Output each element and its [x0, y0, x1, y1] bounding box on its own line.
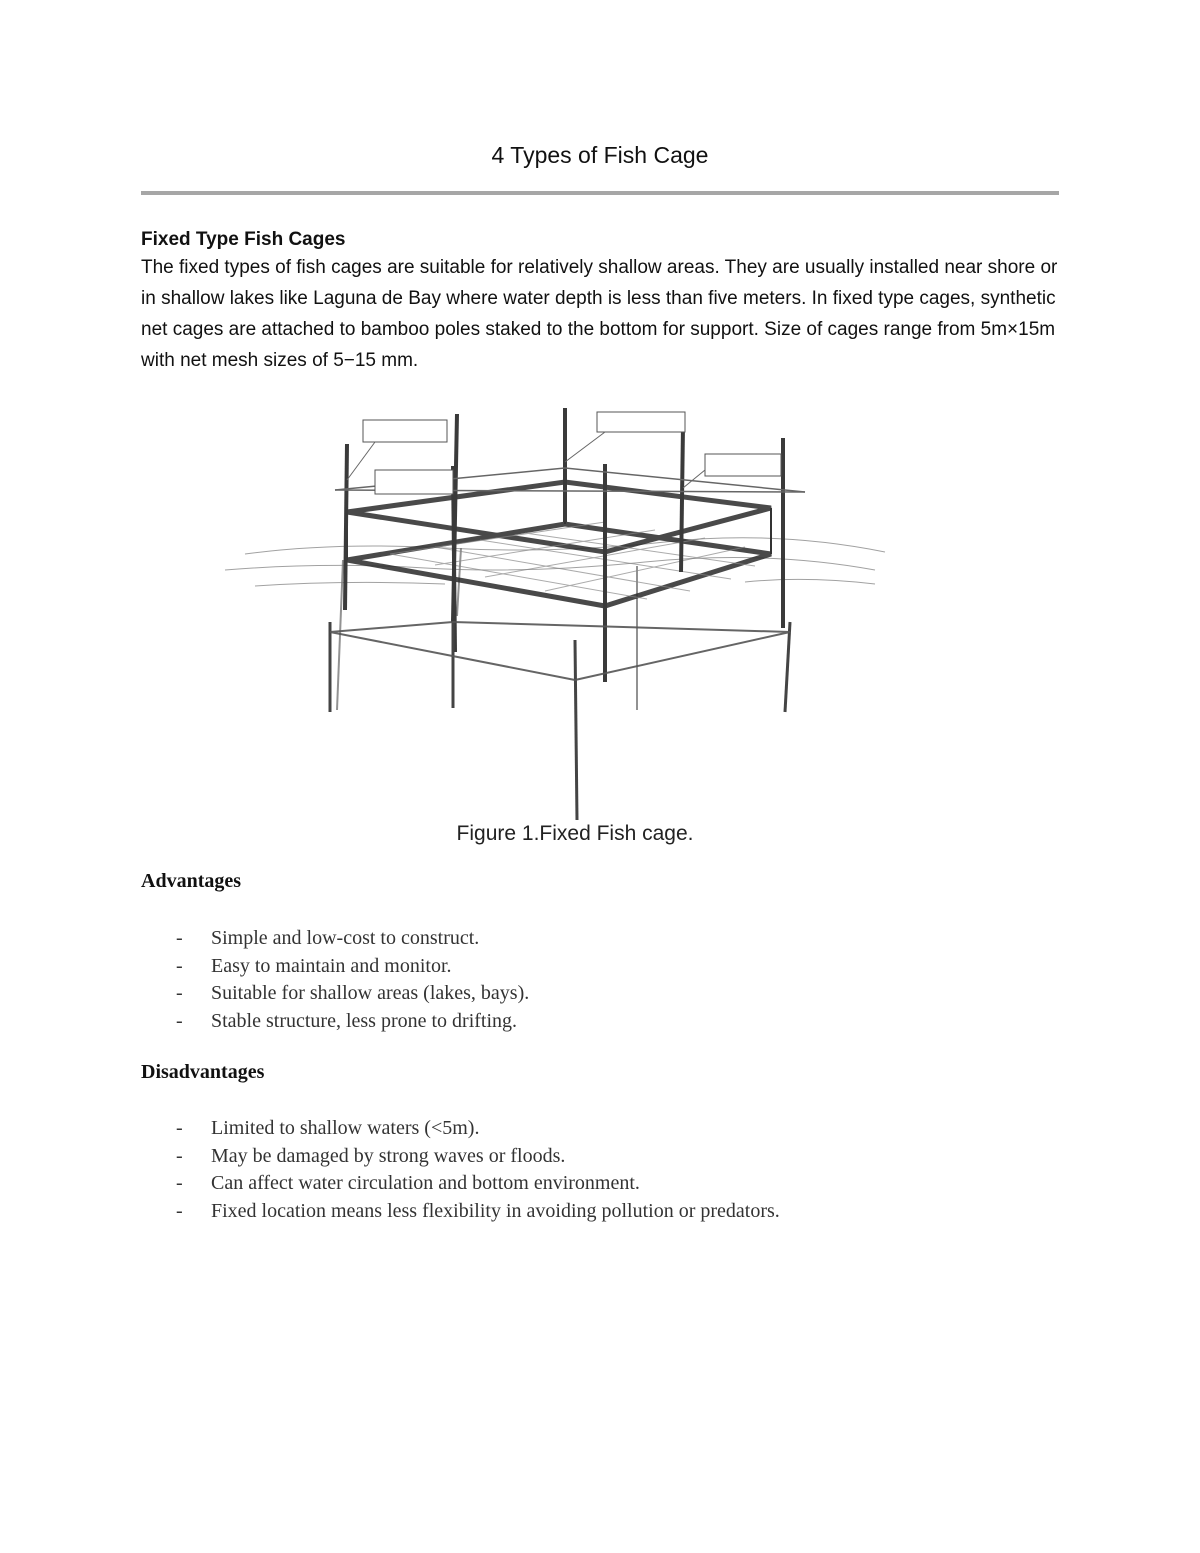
list-item-text: Easy to maintain and monitor.	[211, 954, 452, 977]
advantages-heading: Advantages	[141, 870, 242, 892]
bullet-dash: -	[176, 1009, 183, 1032]
bullet-dash: -	[176, 982, 183, 1004]
page-title: 4 Types of Fish Cage	[491, 142, 709, 168]
bullet-dash: -	[176, 1144, 183, 1167]
disadvantages-heading: Disadvantages	[141, 1061, 265, 1083]
bullet-dash: -	[176, 927, 183, 949]
disadvantages-list	[176, 1115, 780, 1225]
advantages-list	[176, 925, 529, 1035]
fixed-fish-cage-figure	[185, 392, 1015, 870]
list-item	[176, 1170, 780, 1198]
list-item	[176, 1008, 529, 1036]
list-item-text: Suitable for shallow areas (lakes, bays).	[211, 982, 530, 1004]
list-item	[176, 953, 529, 981]
list-item	[176, 980, 529, 1008]
list-item-text: Can affect water circulation and bottom environment.	[211, 1172, 640, 1194]
list-item-text: May be damaged by strong waves or floods.	[211, 1144, 566, 1167]
bullet-dash: -	[176, 1199, 183, 1222]
fixed-fish-cage-sketch	[185, 392, 1015, 822]
bullet-dash: -	[176, 1172, 183, 1194]
title-divider	[141, 191, 1059, 195]
list-item	[176, 1198, 780, 1226]
list-item	[176, 1143, 780, 1171]
list-item-text: Stable structure, less prone to drifting.	[211, 1009, 518, 1032]
list-item-text: Simple and low-cost to construct.	[211, 927, 480, 949]
list-item	[176, 1115, 780, 1143]
section-heading: Fixed Type Fish Cages	[141, 229, 346, 250]
list-item-text: Limited to shallow waters (<5m).	[211, 1117, 480, 1139]
list-item	[176, 925, 529, 953]
section-paragraph: The fixed types of fish cages are suitable for relatively shallow areas. They are usually installed near shore or in shallow lakes like Laguna de Bay where water depth is less than five meters. In fixed type cages, synthetic net cages are attached to bamboo poles staked to the bottom for support. Size of cages range from 5m×15m with net mesh sizes of 5−15 mm.	[141, 257, 1058, 371]
bullet-dash: -	[176, 1117, 183, 1139]
figure-caption: Figure 1.Fixed Fish cage.	[456, 822, 694, 845]
list-item-text: Fixed location means less flexibility in avoiding pollution or predators.	[211, 1199, 780, 1222]
bullet-dash: -	[176, 954, 183, 977]
